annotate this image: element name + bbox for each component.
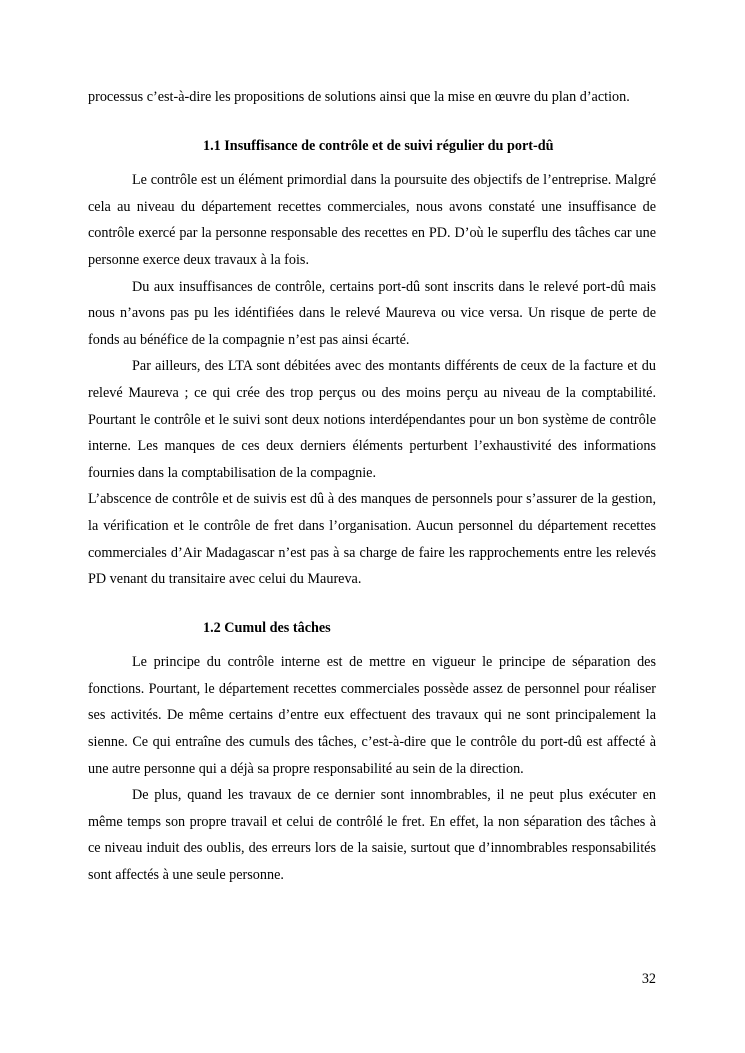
section1-paragraph-4: L’abscence de contrôle et de suivis est dû à des manques de personnels pour s’assurer de la gestion, la vérification et le contrôle de fret dans l’organisation. Aucun personnel du département recettes commerciales d’Air Madagascar n’est pas à sa charge de faire les rapprochements entre les relevés PD venant du transitaire avec celui du Maureva. xyxy=(88,491,656,588)
intro-paragraph: processus c’est-à-dire les propositions de solutions ainsi que la mise en œuvre du plan d’action. xyxy=(88,89,630,105)
spacer xyxy=(88,111,656,133)
page-body xyxy=(88,84,656,889)
section1-paragraph-1: Le contrôle est un élément primordial dans la poursuite des objectifs de l’entreprise. Malgré cela au niveau du département recettes commerciales, nous avons constaté une insuffisance de contrôle exercé par la personne responsable des recettes en PD. D’où le superflu des tâches car une personne exerce deux travaux à la fois. xyxy=(88,172,656,268)
section1-paragraph-2: Du aux insuffisances de contrôle, certains port-dû sont inscrits dans le relevé port-dû mais nous n’avons pas pu les idéntifiées dans le relevé Maureva ou vice versa. Un risque de perte de fonds au bénéfice de la compagnie n’est pas ainsi écarté. xyxy=(88,278,656,348)
spacer xyxy=(88,593,656,615)
section-heading-1-2: 1.2 Cumul des tâches xyxy=(203,619,331,636)
section2-paragraph-2: De plus, quand les travaux de ce dernier sont innombrables, il ne peut plus exécuter en même temps son propre travail et celui de contrôlé le fret. En effet, la non séparation des tâches à ce niveau induit des oublis, des erreurs lors de la saisie, surtout que d’innombrables responsabilités sont affectés à une seule personne. xyxy=(88,787,656,884)
section1-paragraph-3: Par ailleurs, des LTA sont débitées avec des montants différents de ceux de la facture et du relevé Maureva ; ce qui crée des trop perçus ou des moins perçu au niveau de la comptabilité. Pourtant le contrôle et le suivi sont deux notions interdépendantes pour un bon système de contrôle interne. Les manques de ces deux derniers éléments perturbent l’exhaustivité des informations fournies dans la comptabilisation de la compagnie. xyxy=(88,358,656,481)
page-number: 32 xyxy=(641,971,656,987)
section-heading-1-1: 1.1 Insuffisance de contrôle et de suivi régulier du port-dû xyxy=(203,137,554,154)
section2-paragraph-1: Le principe du contrôle interne est de mettre en vigueur le principe de séparation des fonctions. Pourtant, le département recettes commerciales possède assez de personnel pour réaliser ses activités. De même certains d’entre eux effectuent des travaux qui ne sont principalement la sienne. Ce qui entraîne des cumuls des tâches, c’est-à-dire que le contrôle du port-dû est affecté à une autre personne qui a déjà sa propre responsabilité au sein de la direction. xyxy=(88,654,656,777)
